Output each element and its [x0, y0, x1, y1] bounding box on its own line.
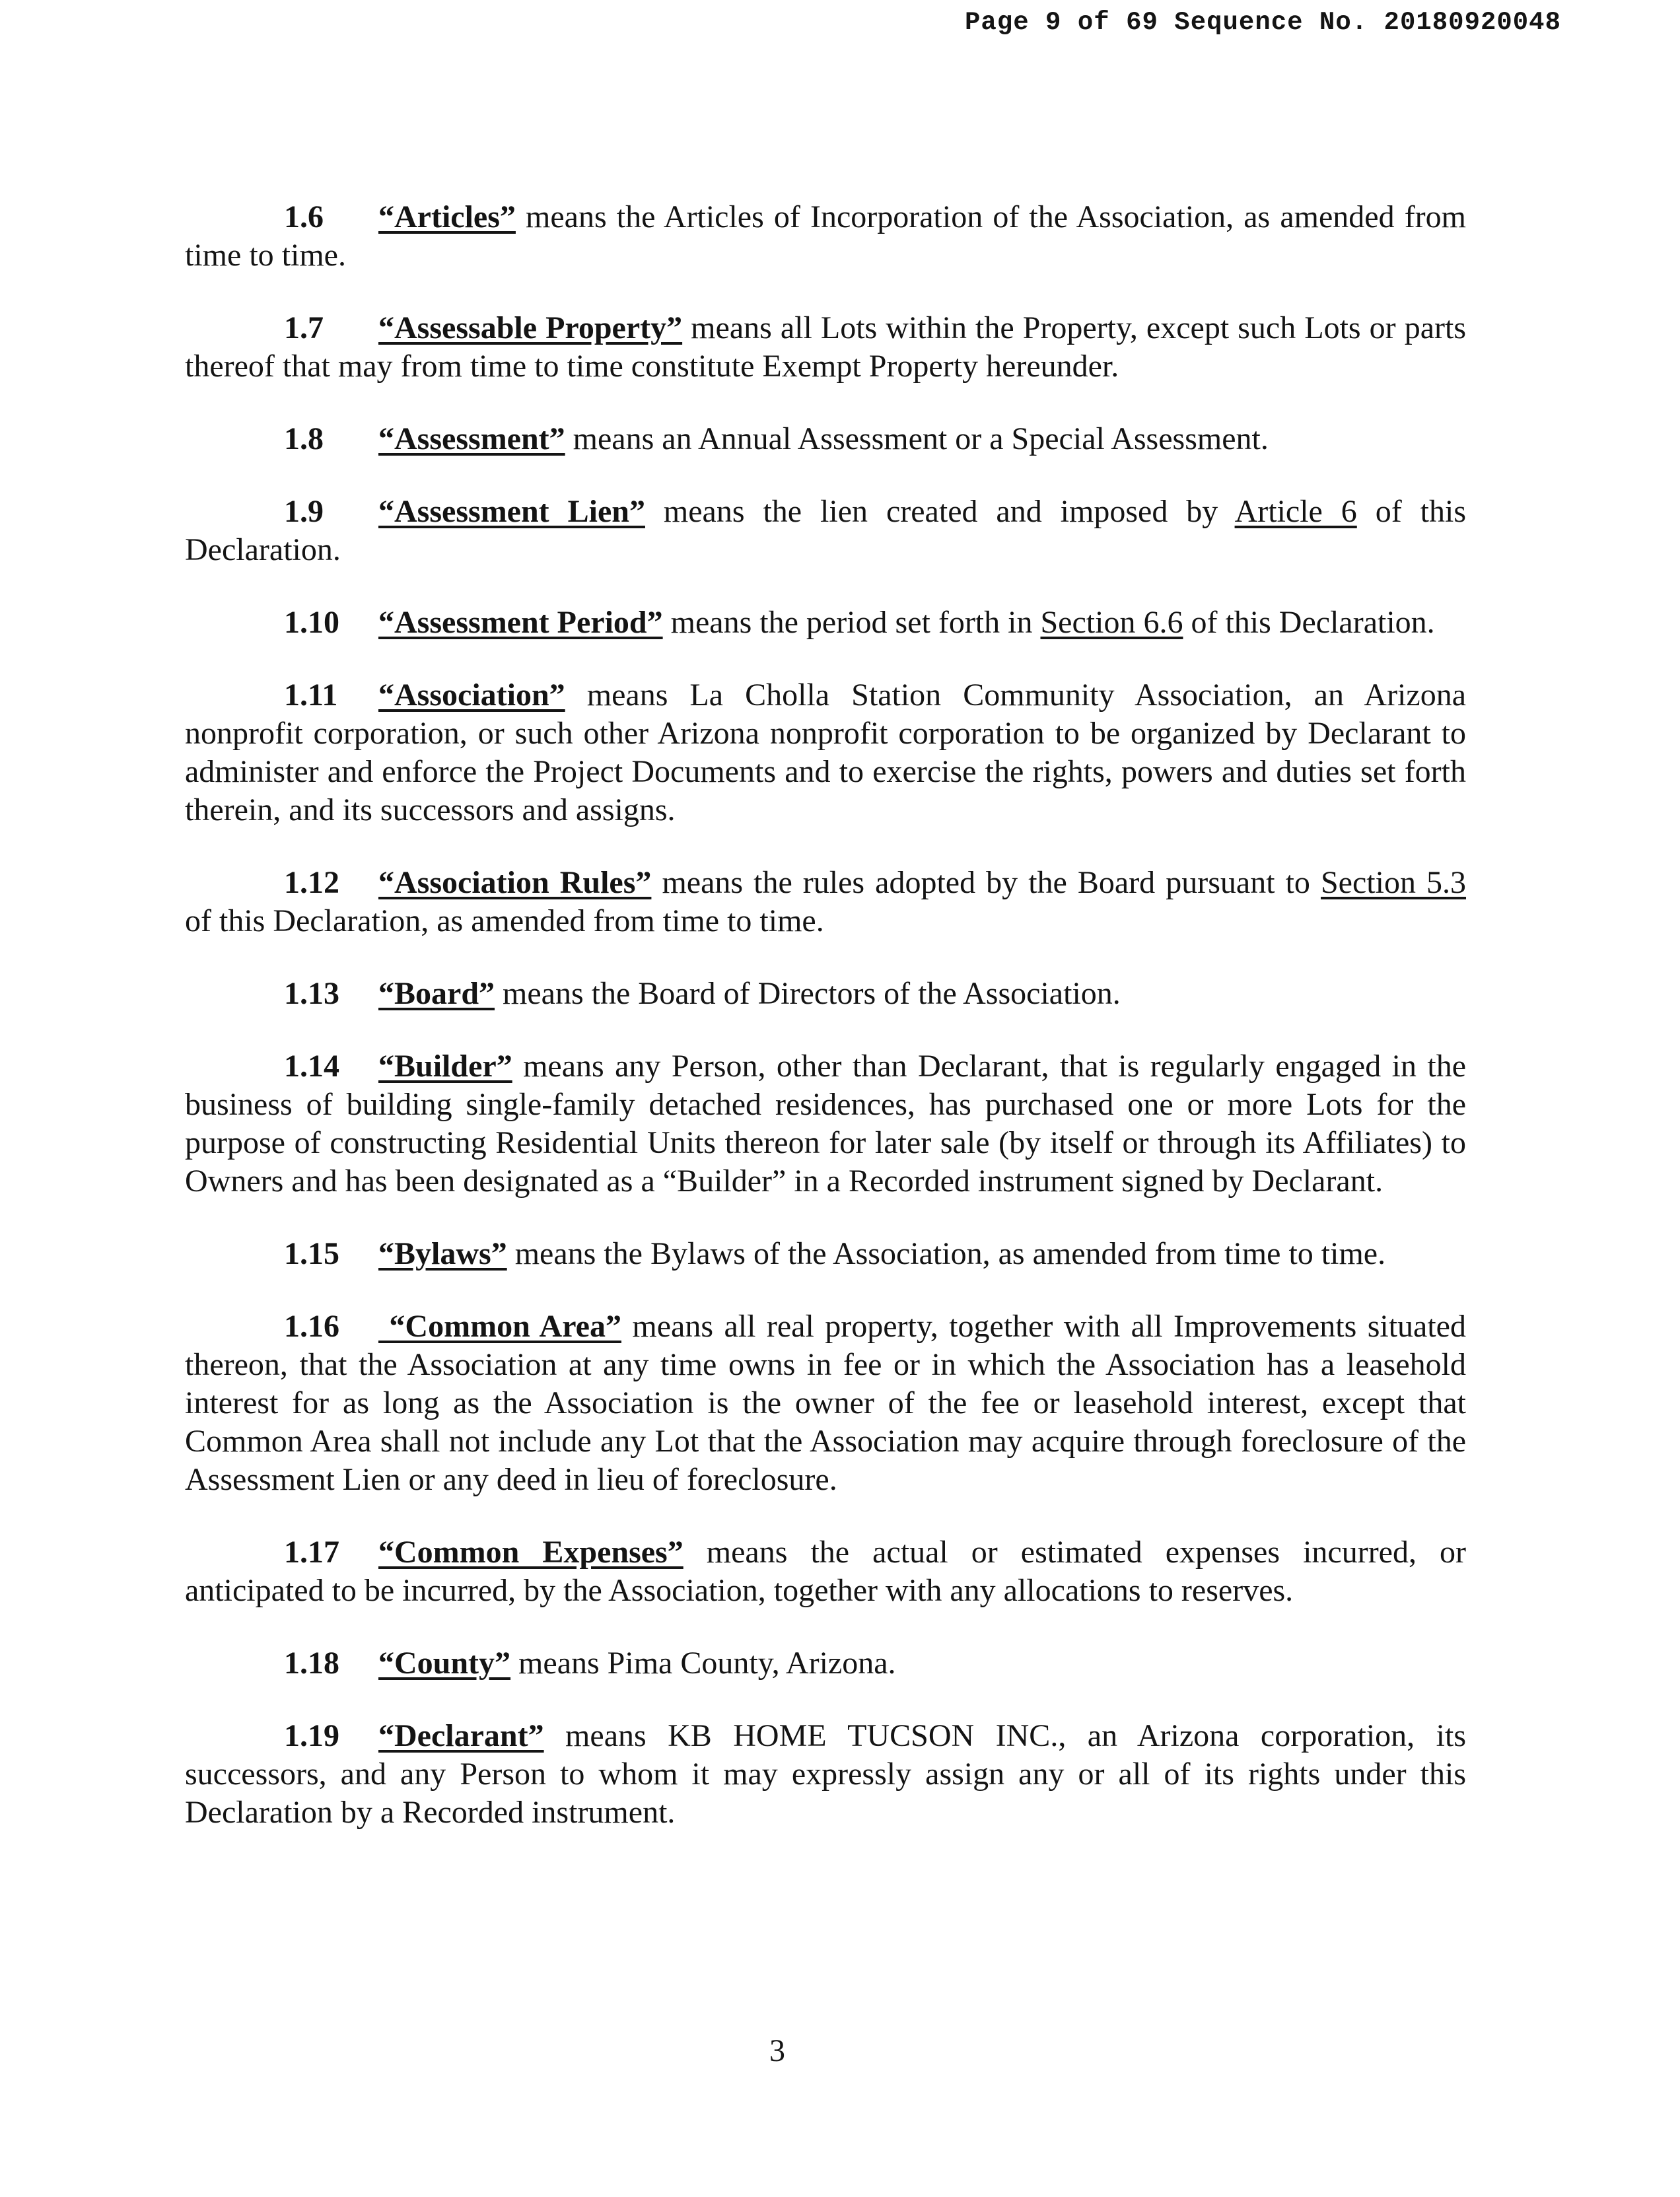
defined-term: “Declarant”	[378, 1718, 544, 1753]
definition-1-12	[185, 864, 1466, 940]
cross-reference: Section 5.3	[1320, 865, 1466, 900]
definition-1-9	[185, 493, 1466, 569]
definition-1-19	[185, 1717, 1466, 1832]
definition-text: means all Lots within the Property, except such Lots or parts thereof that may from time to time constitute Exempt Property hereunder.	[185, 310, 1466, 384]
defined-term: “Assessable Property”	[378, 310, 683, 345]
defined-term: “Association”	[378, 678, 565, 713]
definition-text: means the actual or estimated expenses incurred, or anticipated to be incurred, by the Association, together with any allocations to reserves.	[185, 1535, 1467, 1608]
section-number: 1.14	[284, 1049, 339, 1084]
defined-term: “Assessment Lien”	[378, 494, 645, 529]
sequence-label: Sequence No. 20180920048	[1174, 8, 1561, 37]
defined-term: “County”	[378, 1646, 511, 1681]
section-number: 1.15	[284, 1236, 339, 1271]
defined-term: “Association Rules”	[378, 865, 652, 900]
definition-text: means the period set forth in	[662, 605, 1041, 640]
section-number: 1.17	[284, 1535, 339, 1570]
defined-term: “Articles”	[378, 199, 516, 234]
definition-text: means the Bylaws of the Association, as amended from time to time.	[507, 1236, 1386, 1271]
section-number: 1.11	[284, 678, 338, 713]
definition-1-6	[185, 198, 1466, 275]
definition-1-8	[185, 420, 1466, 458]
section-number: 1.13	[284, 976, 339, 1011]
definition-1-7	[185, 309, 1466, 386]
defined-term: “Common Area”	[378, 1309, 621, 1344]
definition-1-15	[185, 1235, 1466, 1273]
definition-text: means all real property, together with all Improvements situated thereon, that the Association at any time owns in fee or in which the Association has a leasehold interest for as long as the Association is the owner of the fee or leasehold interest, except that Common Area shall not include any Lot that the Association may acquire through foreclosure of the Assessment Lien or any deed in lieu of foreclosure.	[185, 1309, 1466, 1497]
definition-1-18	[185, 1644, 1466, 1683]
document-body	[185, 198, 1466, 1866]
cross-reference: Section 6.6	[1040, 605, 1183, 640]
definition-text: means KB HOME TUCSON INC., an Arizona corporation, its successors, and any Person to whom it may expressly assign any or all of its rights under this Declaration by a Recorded instrument.	[185, 1718, 1466, 1830]
defined-term: “Bylaws”	[378, 1236, 507, 1271]
definition-text-end: of this Declaration.	[185, 494, 1467, 567]
defined-term: “Assessment Period”	[378, 605, 663, 640]
section-number: 1.9	[284, 494, 324, 529]
definition-text: means any Person, other than Declarant, that is regularly engaged in the business of building single-family detached residences, has purchased one or more Lots for the purpose of constructing Residential Units thereon for later sale (by itself or through its Affiliates) to Owners and has been designated as a “Builder” in a Recorded instrument signed by Declarant.	[185, 1049, 1466, 1199]
section-number: 1.18	[284, 1646, 339, 1681]
section-number: 1.10	[284, 605, 339, 640]
definition-text-end: of this Declaration, as amended from time to time.	[185, 903, 824, 938]
section-number: 1.12	[284, 865, 339, 900]
section-number: 1.8	[284, 421, 324, 456]
definition-1-16	[185, 1308, 1466, 1499]
definition-text: means Pima County, Arizona.	[510, 1646, 896, 1681]
cross-reference: Article 6	[1234, 494, 1357, 529]
page-header	[965, 8, 1561, 37]
defined-term: “Board”	[378, 976, 495, 1011]
definition-1-11	[185, 676, 1466, 829]
section-number: 1.6	[284, 199, 324, 234]
definition-text: means the rules adopted by the Board pursuant to	[651, 865, 1321, 900]
page-label: Page 9 of 69	[965, 8, 1158, 37]
definition-text: means the Board of Directors of the Association.	[495, 976, 1121, 1011]
definition-1-17	[185, 1533, 1466, 1610]
definition-text: means an Annual Assessment or a Special Assessment.	[565, 421, 1269, 456]
definition-1-10	[185, 604, 1466, 642]
defined-term: “Assessment”	[378, 421, 565, 456]
definition-text-end: of this Declaration.	[1183, 605, 1435, 640]
section-number: 1.7	[284, 310, 324, 345]
page-number: 3	[769, 2033, 785, 2068]
definition-1-14	[185, 1047, 1466, 1201]
definition-text: means the lien created and imposed by	[645, 494, 1235, 529]
section-number: 1.16	[284, 1309, 339, 1344]
definition-text: means the Articles of Incorporation of the Association, as amended from time to time.	[185, 199, 1466, 273]
definition-text: means La Cholla Station Community Association, an Arizona nonprofit corporation, or such other Arizona nonprofit corporation to be organized by Declarant to administer and enforce the Project Documents and to exercise the rights, powers and duties set forth therein, and its successors and assigns.	[185, 678, 1466, 827]
defined-term: “Builder”	[378, 1049, 512, 1084]
defined-term: “Common Expenses”	[378, 1535, 683, 1570]
definition-1-13	[185, 975, 1466, 1013]
section-number: 1.19	[284, 1718, 339, 1753]
